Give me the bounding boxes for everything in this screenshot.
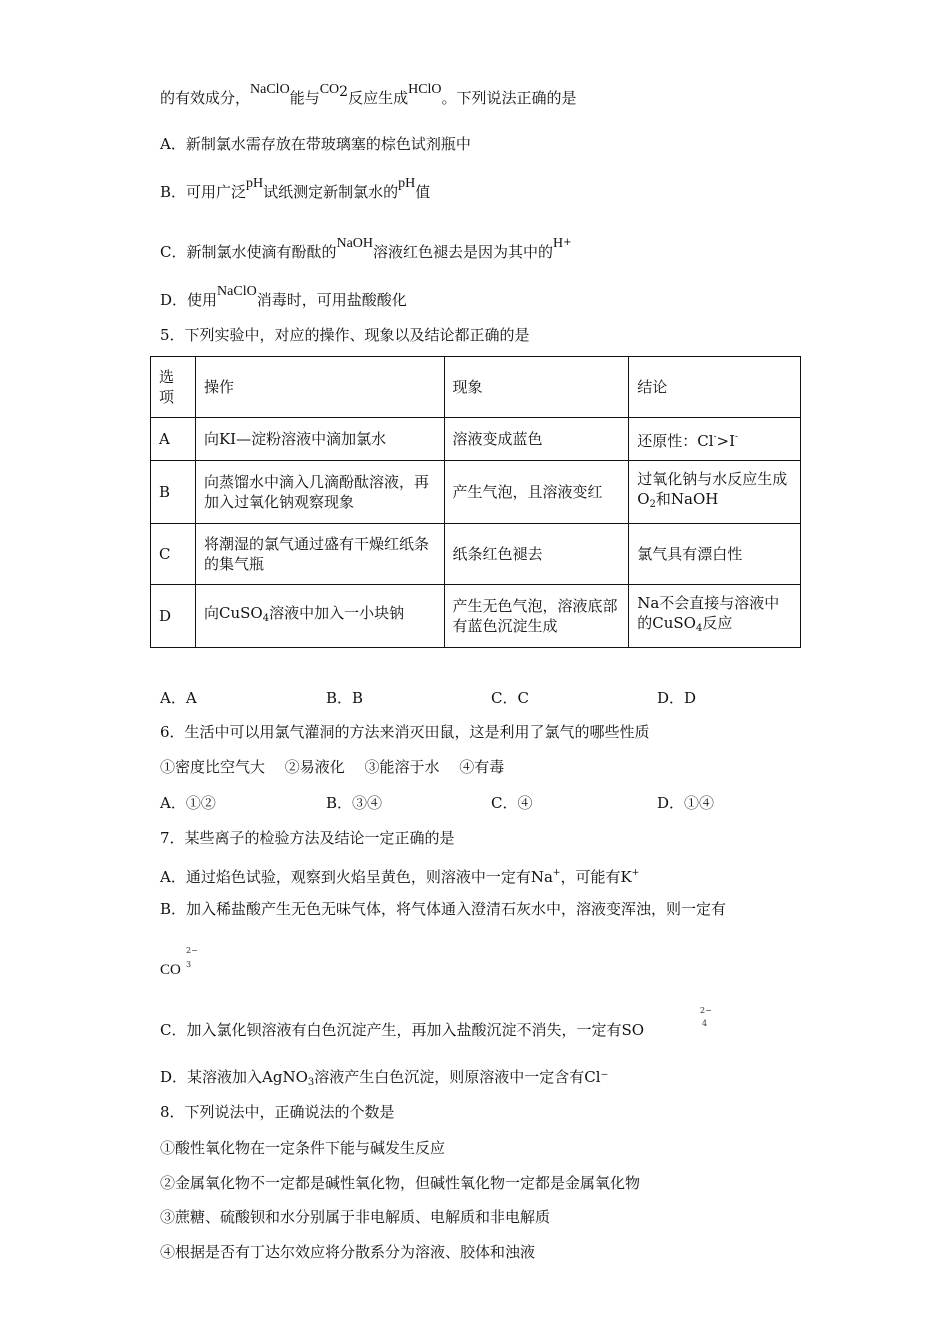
row-label: A: [151, 418, 196, 461]
sulfate-subscript: 4: [702, 1019, 708, 1028]
table-header-row: [151, 357, 801, 418]
q6-stem: 6．生活中可以用氯气灌洞的方法来消灭田鼠，这是利用了氯气的哪些性质: [160, 723, 650, 741]
q4-stem-line: 的有效成分，NaClO能与$CO_2$反应生成HClO。下列说法正确的是: [160, 82, 577, 107]
q5-option-c: C．C: [491, 689, 529, 707]
row-label: B: [151, 461, 196, 524]
q6-option-b: B．③④: [326, 794, 383, 812]
row-phenomenon: 产生无色气泡，溶液底部有蓝色沉淀生成: [444, 585, 629, 648]
row-operation: 向KI—淀粉溶液中滴加氯水: [195, 418, 444, 461]
q6-option-a: A．①②: [160, 794, 216, 812]
q7-stem: 7．某些离子的检验方法及结论一定正确的是: [160, 829, 455, 847]
q7-option-a: A．通过焰色试验，观察到火焰呈黄色，则溶液中一定有Na+，可能有K+: [160, 868, 640, 886]
q7-option-d: D．某溶液加入AgNO$_3$溶液产生白色沉淀，则原溶液中一定含有Cl⁻: [160, 1068, 609, 1088]
carbonate-ion: CO: [160, 962, 181, 978]
q4-option-c: C．新制氯水使滴有酚酞的NaOH溶液红色褪去是因为其中的H+: [160, 236, 572, 261]
carbonate-charge: 2−: [186, 946, 198, 955]
q7-option-b: B．加入稀盐酸产生无色无味气体，将气体通入澄清石灰水中，溶液变浑浊，则一定有: [160, 900, 727, 918]
row-operation: 向CuSO$_4$溶液中加入一小块钠: [195, 585, 444, 648]
row-label: C: [151, 524, 196, 585]
q4-option-b: B．可用广泛pH试纸测定新制氯水的pH值: [160, 176, 431, 201]
row-phenomenon: 产生气泡，且溶液变红: [444, 461, 629, 524]
row-label: D: [151, 585, 196, 648]
q5-option-a: A．A: [160, 689, 197, 707]
table-row: [151, 418, 801, 461]
q5-table: [150, 356, 801, 648]
sulfate-charge: 2−: [700, 1006, 712, 1015]
header-operation: 操作: [195, 357, 444, 418]
table-row: [151, 524, 801, 585]
q5-option-d: D．D: [657, 689, 697, 707]
header-phenomenon: 现象: [444, 357, 629, 418]
carbonate-subscript: 3: [186, 960, 192, 969]
row-operation: 将潮湿的氯气通过盛有干燥红纸条的集气瓶: [195, 524, 444, 585]
header-option: 选项: [151, 357, 196, 418]
header-conclusion: 结论: [629, 357, 801, 418]
row-phenomenon: 纸条红色褪去: [444, 524, 629, 585]
q6-properties: ①密度比空气大 ②易液化 ③能溶于水 ④有毒: [160, 758, 505, 776]
row-phenomenon: 溶液变成蓝色: [444, 418, 629, 461]
row-conclusion: Na不会直接与溶液中的CuSO$_4$反应: [629, 585, 801, 648]
q8-item: ②金属氧化物不一定都是碱性氧化物，但碱性氧化物一定都是金属氧化物: [160, 1174, 641, 1192]
q5-stem: 5．下列实验中，对应的操作、现象以及结论都正确的是: [160, 326, 530, 344]
q8-stem: 8．下列说法中，正确说法的个数是: [160, 1103, 395, 1121]
q8-item: ①酸性氧化物在一定条件下能与碱发生反应: [160, 1139, 446, 1157]
q4-option-a: A．新制氯水需存放在带玻璃塞的棕色试剂瓶中: [160, 135, 471, 153]
q4-option-d: D．使用NaClO消毒时，可用盐酸酸化: [160, 284, 407, 309]
table-row: [151, 585, 801, 648]
q8-item: ③蔗糖、硫酸钡和水分别属于非电解质、电解质和非电解质: [160, 1208, 551, 1226]
q5-option-b: B．B: [326, 689, 364, 707]
q6-option-c: C．④: [491, 794, 533, 812]
row-operation: 向蒸馏水中滴入几滴酚酞溶液，再加入过氧化钠观察现象: [195, 461, 444, 524]
q6-option-d: D．①④: [657, 794, 715, 812]
q7-option-c: C．加入氯化钡溶液有白色沉淀产生，再加入盐酸沉淀不消失，一定有SO: [160, 1021, 645, 1039]
q8-item: ④根据是否有丁达尔效应将分散系分为溶液、胶体和浊液: [160, 1243, 536, 1261]
table-row: [151, 461, 801, 524]
row-conclusion: 氯气具有漂白性: [629, 524, 801, 585]
row-conclusion: 过氧化钠与水反应生成$O_2$和NaOH: [629, 461, 801, 524]
row-conclusion: 还原性：Cl->I-: [629, 418, 801, 461]
